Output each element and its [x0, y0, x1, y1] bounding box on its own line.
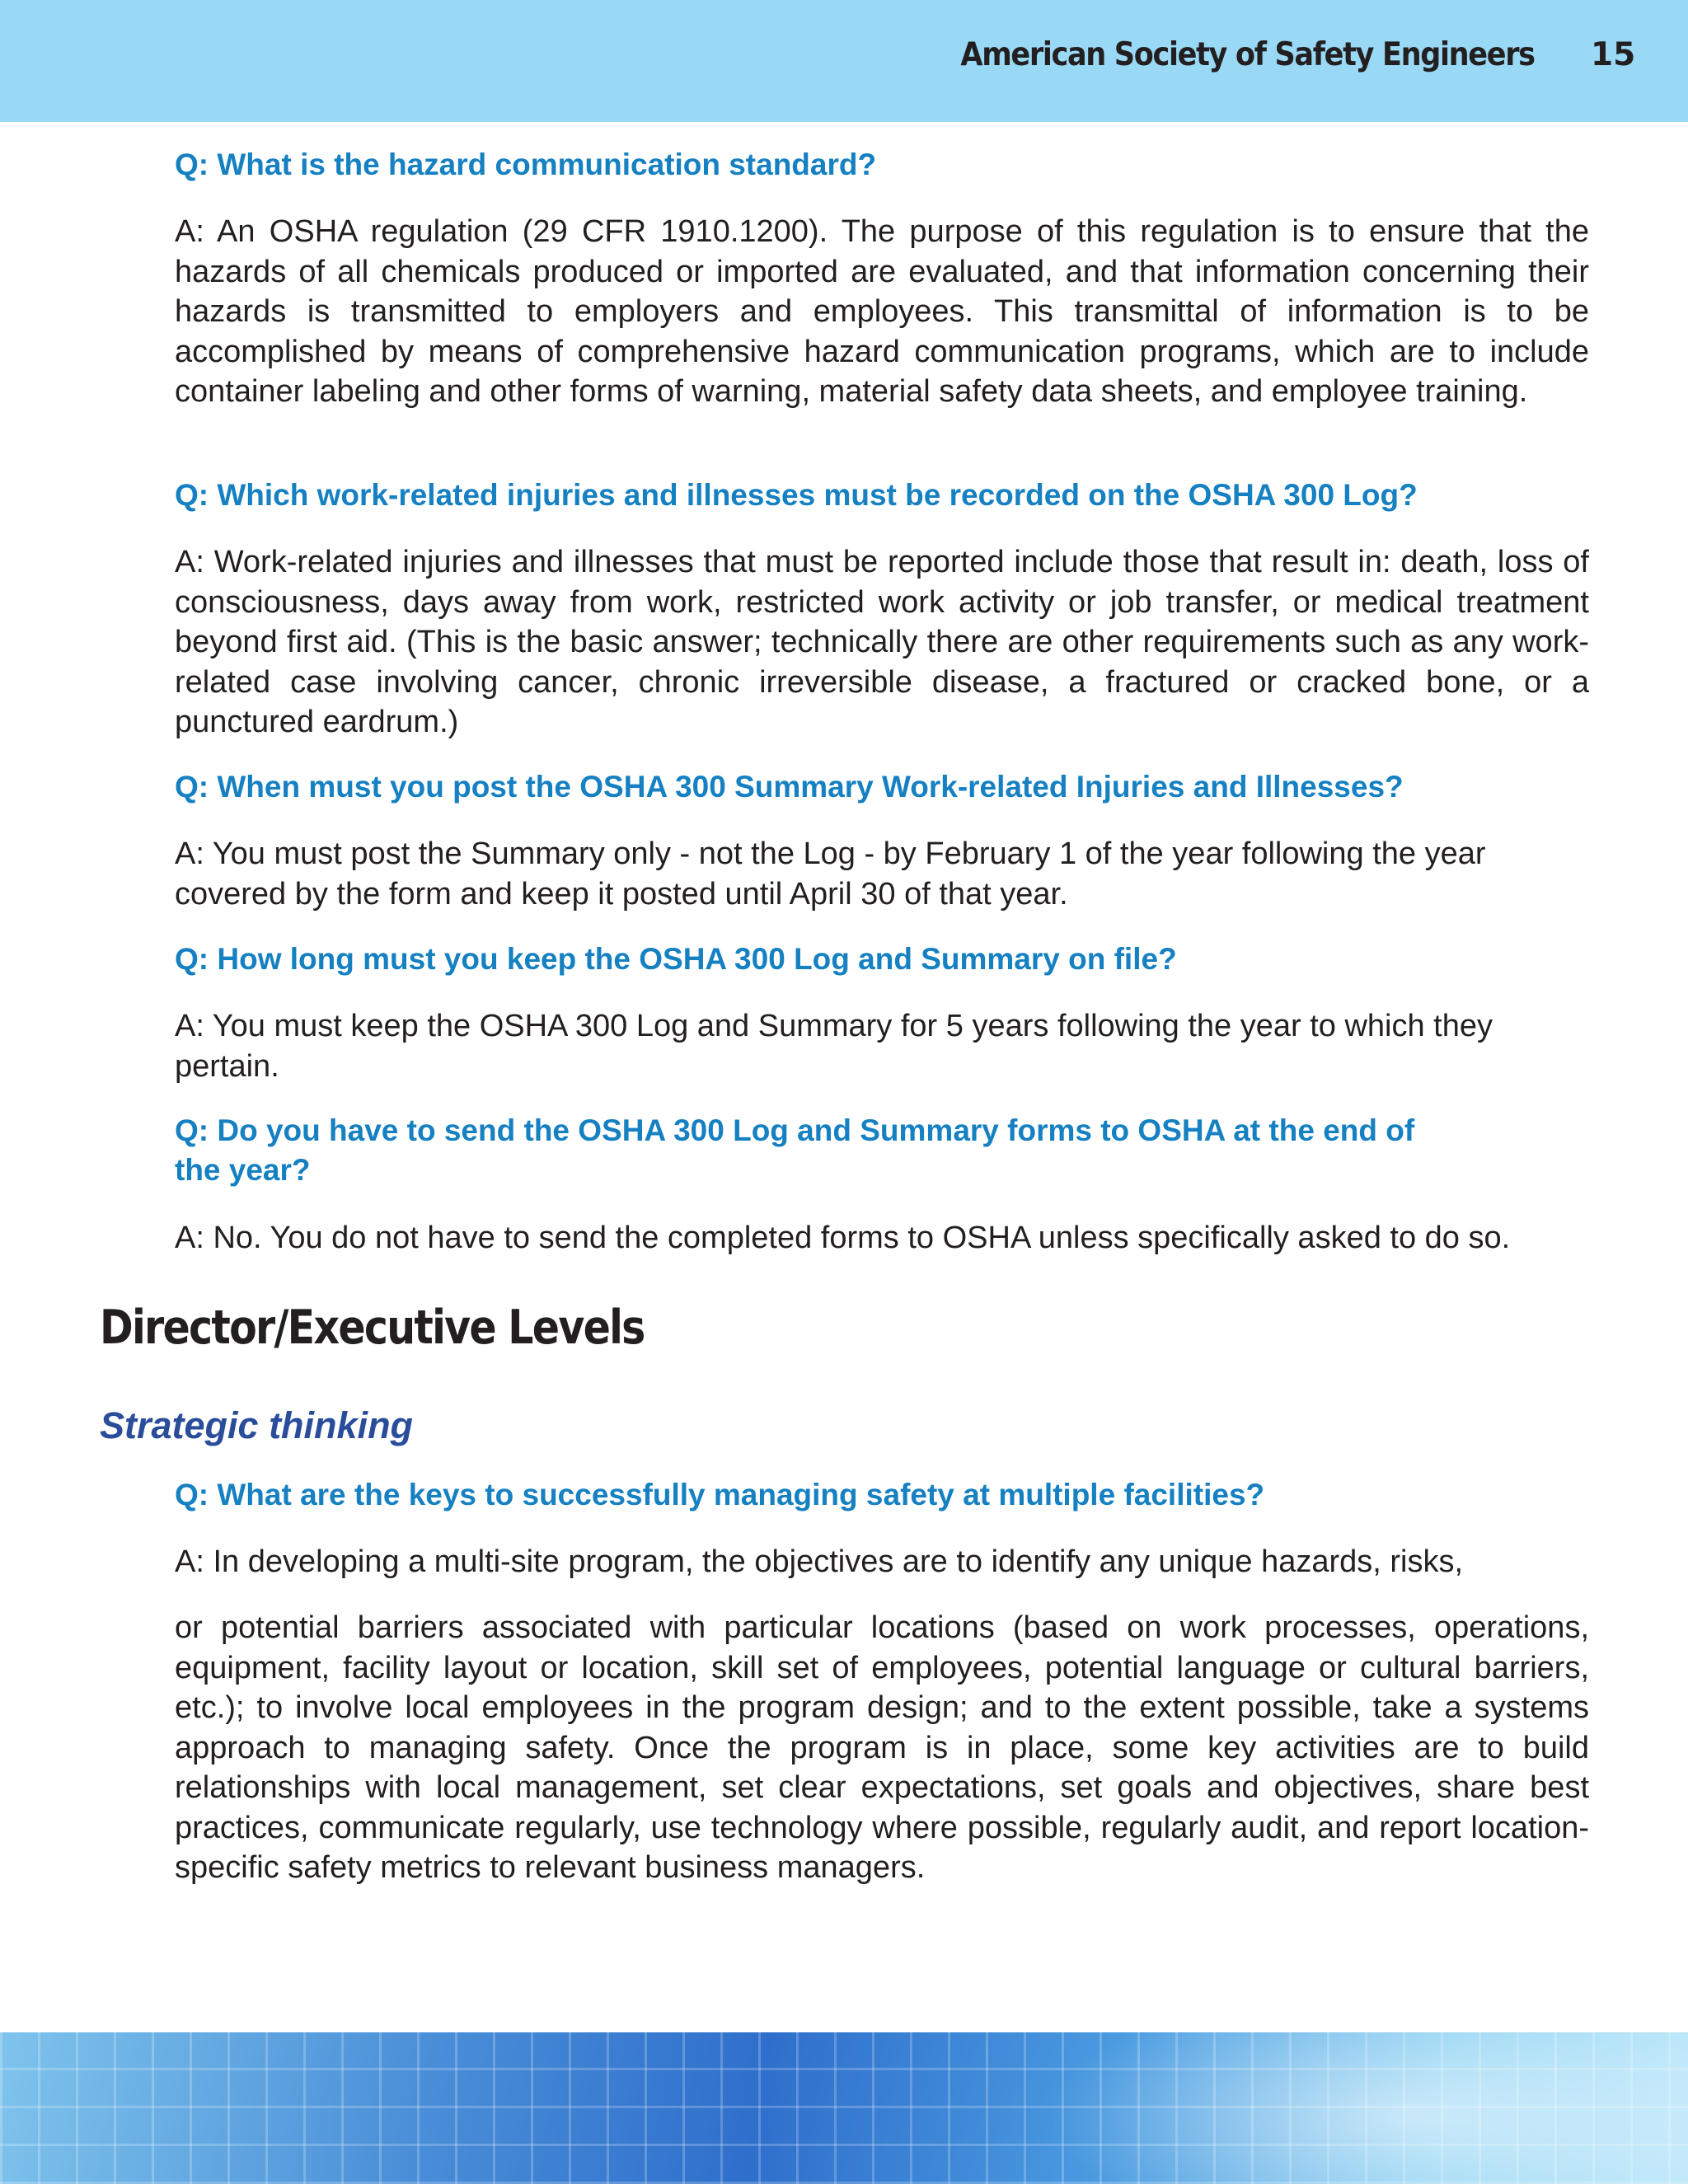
page-number: 15: [1591, 36, 1636, 73]
question-hazard-communication: Q: What is the hazard communication standard?: [175, 148, 877, 181]
question-keep-on-file: Q: How long must you keep the OSHA 300 Log and Summary on file?: [175, 942, 1177, 976]
subsection-title: Strategic thinking: [100, 1404, 414, 1446]
answer-send-forms: A: No. You do not have to send the completed forms to OSHA unless specifically asked to do so.: [175, 1221, 1511, 1255]
answer-multiple-facilities-part2: or potential barriers associated with particular locations (based on work processes, operations, equipment, facility layout or location, skill set of employees, potential language or cultural barriers, etc.); to involve local employees in the program design; and to the extent possible, take a systems approach to managing safety. Once the program is in place, some key activities are to build relationships with local management, set clear expectations, set goals and objectives, share best practices, communicate regularly, use technology where possible, regularly audit, and report location-specific safety metrics to relevant business managers.: [175, 1610, 1589, 1885]
answer-keep-on-file: A: You must keep the OSHA 300 Log and Summary for 5 years following the year to which they pertain.: [175, 1009, 1493, 1084]
question-osha-300-recording: Q: Which work-related injuries and illnesses must be recorded on the OSHA 300 Log?: [175, 478, 1418, 512]
answer-post-summary: A: You must post the Summary only - not the Log - by February 1 of the year following the year covered by the form and keep it posted until April 30 of that year.: [175, 837, 1486, 912]
answer-osha-300-recording: A: Work-related injuries and illnesses that must be reported include those that result in: death, loss of consciousness, days away from work, restricted work activity or job transfer, or medical treatment beyond first aid. (This is the basic answer; technically there are other requirements such as any work-related case involving cancer, chronic irreversible disease, a fractured or cracked bone, or a punctured eardrum.): [175, 545, 1589, 739]
header-band: [0, 0, 1688, 122]
section-title: Director/Executive Levels: [100, 1301, 645, 1355]
footer-decorative-grid: [0, 2032, 1688, 2184]
answer-multiple-facilities-part1: A: In developing a multi-site program, the objectives are to identify any unique hazards, risks,: [175, 1544, 1464, 1579]
footer-glow: [1045, 2032, 1688, 2184]
organization-name: American Society of Safety Engineers: [960, 36, 1535, 73]
answer-hazard-communication: A: An OSHA regulation (29 CFR 1910.1200). The purpose of this regulation is to ensure that the hazards of all chemicals produced or imported are evaluated, and that information concerning their hazards is transmitted to employers and employees. This transmittal of information is to be accomplished by means of comprehensive hazard communication programs, which are to include container labeling and other forms of warning, material safety data sheets, and employee training.: [175, 214, 1589, 409]
question-send-forms: Q: Do you have to send the OSHA 300 Log and Summary forms to OSHA at the end of the year?: [175, 1113, 1415, 1187]
question-multiple-facilities: Q: What are the keys to successfully managing safety at multiple facilities?: [175, 1478, 1265, 1511]
question-post-summary: Q: When must you post the OSHA 300 Summary Work-related Injuries and Illnesses?: [175, 770, 1404, 804]
